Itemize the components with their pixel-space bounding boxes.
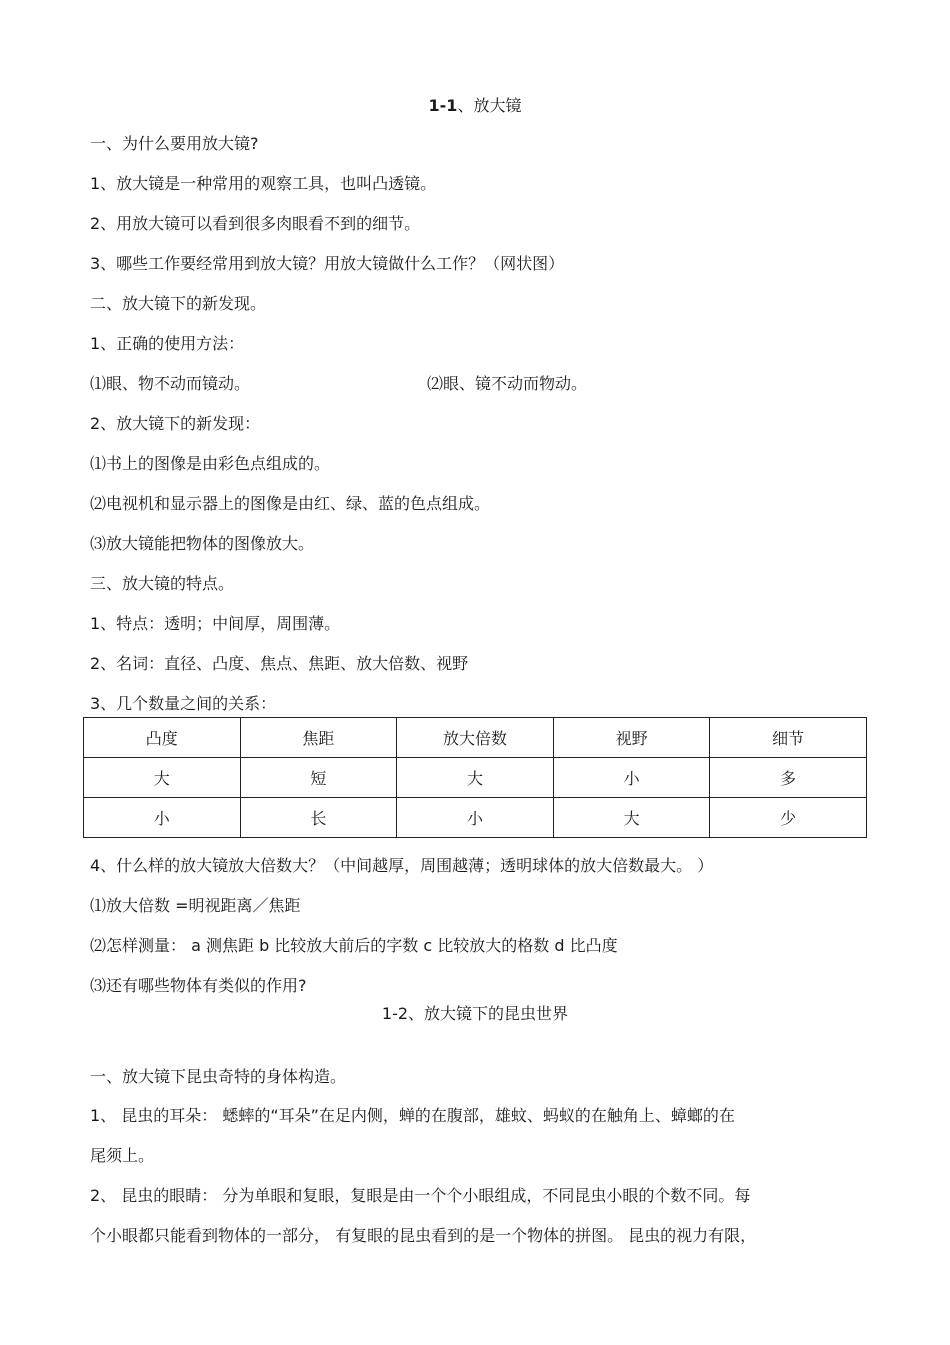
section1-title xyxy=(0,96,950,116)
paragraph-line: 1、放大镜是一种常用的观察工具，也叫凸透镜。 xyxy=(90,174,437,193)
heading-features: 三、放大镜的特点。 xyxy=(90,574,235,593)
heading-why-use: 一、为什么要用放大镜? xyxy=(90,134,259,153)
paragraph-line: 1、正确的使用方法： xyxy=(90,334,245,353)
paragraph-line: 尾须上。 xyxy=(90,1146,155,1165)
paragraph-line: 2、 昆虫的眼睛： 分为单眼和复眼，复眼是由一个个小眼组成，不同昆虫小眼的个数不同。每 xyxy=(90,1186,751,1205)
table-cell: 大 xyxy=(397,758,554,798)
paragraph-line: ⑴放大倍数 =明视距离／焦距 xyxy=(90,896,301,915)
method-item-b: ⑵眼、镜不动而物动。 xyxy=(427,374,588,393)
section1-title-text: 、放大镜 xyxy=(457,96,522,115)
paragraph-line: 3、几个数量之间的关系： xyxy=(90,694,277,713)
paragraph-line: ⑶放大镜能把物体的图像放大。 xyxy=(90,534,315,553)
paragraph-line: ⑴书上的图像是由彩色点组成的。 xyxy=(90,454,331,473)
table-header-cell: 焦距 xyxy=(240,718,397,758)
paragraph-line: 2、放大镜下的新发现： xyxy=(90,414,261,433)
heading-insect-body: 一、放大镜下昆虫奇特的身体构造。 xyxy=(90,1067,347,1086)
section1-title-number: 1-1 xyxy=(428,96,458,115)
paragraph-line: 1、特点：透明；中间厚，周围薄。 xyxy=(90,614,341,633)
table-header-cell: 凸度 xyxy=(84,718,241,758)
table-cell: 小 xyxy=(397,798,554,838)
table-cell: 多 xyxy=(710,758,867,798)
table-row xyxy=(84,758,867,798)
paragraph-line: 个小眼都只能看到物体的一部分， 有复眼的昆虫看到的是一个物体的拼图。 昆虫的视力有限， xyxy=(90,1226,757,1245)
table-header-cell: 视野 xyxy=(553,718,710,758)
table-cell: 少 xyxy=(710,798,867,838)
paragraph-line: 2、名词：直径、凸度、焦点、焦距、放大倍数、视野 xyxy=(90,654,469,673)
table-cell: 大 xyxy=(553,798,710,838)
table-cell: 长 xyxy=(240,798,397,838)
heading-new-discovery: 二、放大镜下的新发现。 xyxy=(90,294,267,313)
table-row xyxy=(84,798,867,838)
paragraph-line: 2、用放大镜可以看到很多肉眼看不到的细节。 xyxy=(90,214,421,233)
table-cell: 短 xyxy=(240,758,397,798)
table-header-cell: 细节 xyxy=(710,718,867,758)
table-cell: 小 xyxy=(84,798,241,838)
table-cell: 大 xyxy=(84,758,241,798)
paragraph-line: 4、什么样的放大镜放大倍数大？（中间越厚，周围越薄；透明球体的放大倍数最大。 ） xyxy=(90,856,714,875)
table-header-cell: 放大倍数 xyxy=(397,718,554,758)
section2-title: 1-2、放大镜下的昆虫世界 xyxy=(381,1004,569,1023)
paragraph-line: ⑵电视机和显示器上的图像是由红、绿、蓝的色点组成。 xyxy=(90,494,491,513)
paragraph-line: ⑵怎样测量： a 测焦距 b 比较放大前后的字数 c 比较放大的格数 d 比凸度 xyxy=(90,936,618,955)
relationship-table xyxy=(83,717,867,838)
paragraph-line: 1、 昆虫的耳朵： 蟋蟀的“耳朵”在足内侧，蝉的在腹部，雄蚊、蚂蚁的在触角上、蟑螂的在 xyxy=(90,1106,735,1125)
table-header-row xyxy=(84,718,867,758)
method-item-a: ⑴眼、物不动而镜动。 xyxy=(90,374,251,393)
table-cell: 小 xyxy=(553,758,710,798)
paragraph-line: ⑶还有哪些物体有类似的作用? xyxy=(90,976,307,995)
paragraph-line: 3、哪些工作要经常用到放大镜？用放大镜做什么工作？（网状图） xyxy=(90,254,565,273)
